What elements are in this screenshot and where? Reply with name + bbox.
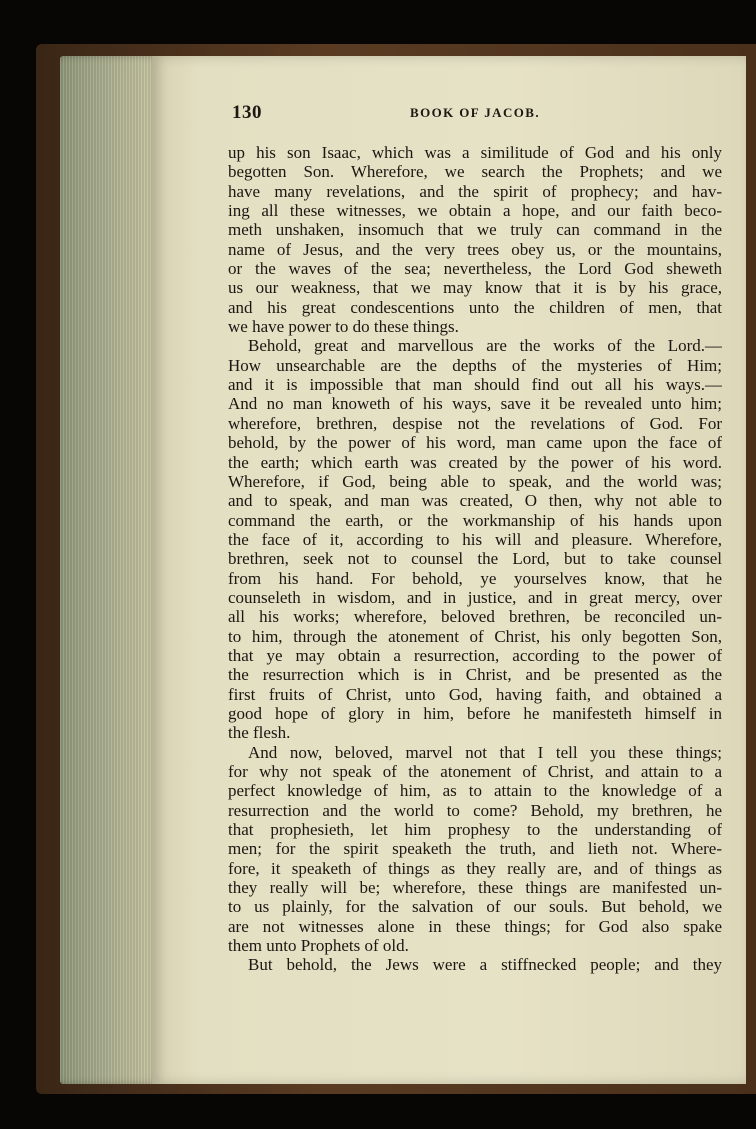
- text-line: But behold, the Jews were a stiffnecked people; and they: [248, 955, 722, 975]
- text-line: and his great condescentions unto the children of men, that: [228, 297, 722, 317]
- text-line: are not witnesses alone in these things; for God also spake: [228, 916, 722, 936]
- page-number: 130: [232, 102, 262, 123]
- text-line: And now, beloved, marvel not that I tell you these things;: [248, 742, 722, 762]
- text-line: Wherefore, if God, being able to speak, and the world was;: [228, 471, 722, 491]
- text-line: and it is impossible that man should find out all his ways.—: [228, 375, 722, 395]
- running-title: BOOK OF JACOB.: [410, 105, 540, 120]
- page-edges: [60, 56, 160, 1084]
- text-line: that ye may obtain a resurrection, according to the power of: [228, 645, 722, 665]
- text-line: and to speak, and man was created, O then, why not able to: [228, 491, 722, 511]
- body-text: [228, 143, 722, 975]
- text-line: meth unshaken, insomuch that we truly can command in the: [228, 220, 722, 240]
- text-line: the earth; which earth was created by the power of his word.: [228, 452, 722, 472]
- text-line: Behold, great and marvellous are the works of the Lord.—: [248, 336, 722, 356]
- text-line: up his son Isaac, which was a similitude of God and his only: [228, 143, 722, 162]
- text-line: brethren, seek not to counsel the Lord, but to take counsel: [228, 549, 722, 569]
- text-line: to him, through the atonement of Christ, his only begotten Son,: [228, 626, 722, 646]
- text-line: ing all these witnesses, we obtain a hope, and our faith beco-: [228, 201, 722, 221]
- text-line: command the earth, or the workmanship of his hands upon: [228, 510, 722, 530]
- text-line: men; for the spirit speaketh the truth, and lieth not. Where-: [228, 839, 722, 859]
- text-line: them unto Prophets of old.: [228, 936, 409, 956]
- text-line: the resurrection which is in Christ, and be presented as the: [228, 665, 722, 685]
- text-line: counseleth in wisdom, and in justice, and in great mercy, over: [228, 587, 722, 607]
- text-line: first fruits of Christ, unto God, having faith, and obtained a: [228, 684, 722, 704]
- text-line: resurrection and the world to come? Behold, my brethren, he: [228, 800, 722, 820]
- text-line: wherefore, brethren, despise not the revelations of God. For: [228, 413, 722, 433]
- text-line: begotten Son. Wherefore, we search the Prophets; and we: [228, 162, 722, 182]
- text-line: they really will be; wherefore, these things are manifested un-: [228, 878, 722, 898]
- text-line: name of Jesus, and the very trees obey us, or the mountains,: [228, 239, 722, 259]
- text-line: good hope of glory in him, before he manifesteth himself in: [228, 703, 722, 723]
- text-line: perfect knowledge of him, as to attain to the knowledge of a: [228, 781, 722, 801]
- text-line: And no man knoweth of his ways, save it be revealed unto him;: [228, 394, 722, 414]
- text-line: all his works; wherefore, beloved brethren, be reconciled un-: [228, 607, 722, 627]
- text-line: the face of it, according to his will and pleasure. Wherefore,: [228, 529, 722, 549]
- text-line: from his hand. For behold, ye yourselves know, that he: [228, 568, 722, 588]
- text-line: that prophesieth, let him prophesy to the understanding of: [228, 820, 722, 840]
- text-line: behold, by the power of his word, man came upon the face of: [228, 433, 722, 453]
- text-line: the flesh.: [228, 723, 291, 743]
- text-line: we have power to do these things.: [228, 317, 459, 337]
- text-line: us our weakness, that we may know that it is by his grace,: [228, 278, 722, 298]
- running-head: [232, 102, 722, 124]
- text-line: to us plainly, for the salvation of our souls. But behold, we: [228, 897, 722, 917]
- text-line: have many revelations, and the spirit of prophecy; and hav-: [228, 181, 722, 201]
- text-line: How unsearchable are the depths of the mysteries of Him;: [228, 355, 722, 375]
- text-line: fore, it speaketh of things as they really are, and of things as: [228, 858, 722, 878]
- text-line: or the waves of the sea; nevertheless, the Lord God sheweth: [228, 259, 722, 279]
- text-line: for why not speak of the atonement of Christ, and attain to a: [228, 762, 722, 781]
